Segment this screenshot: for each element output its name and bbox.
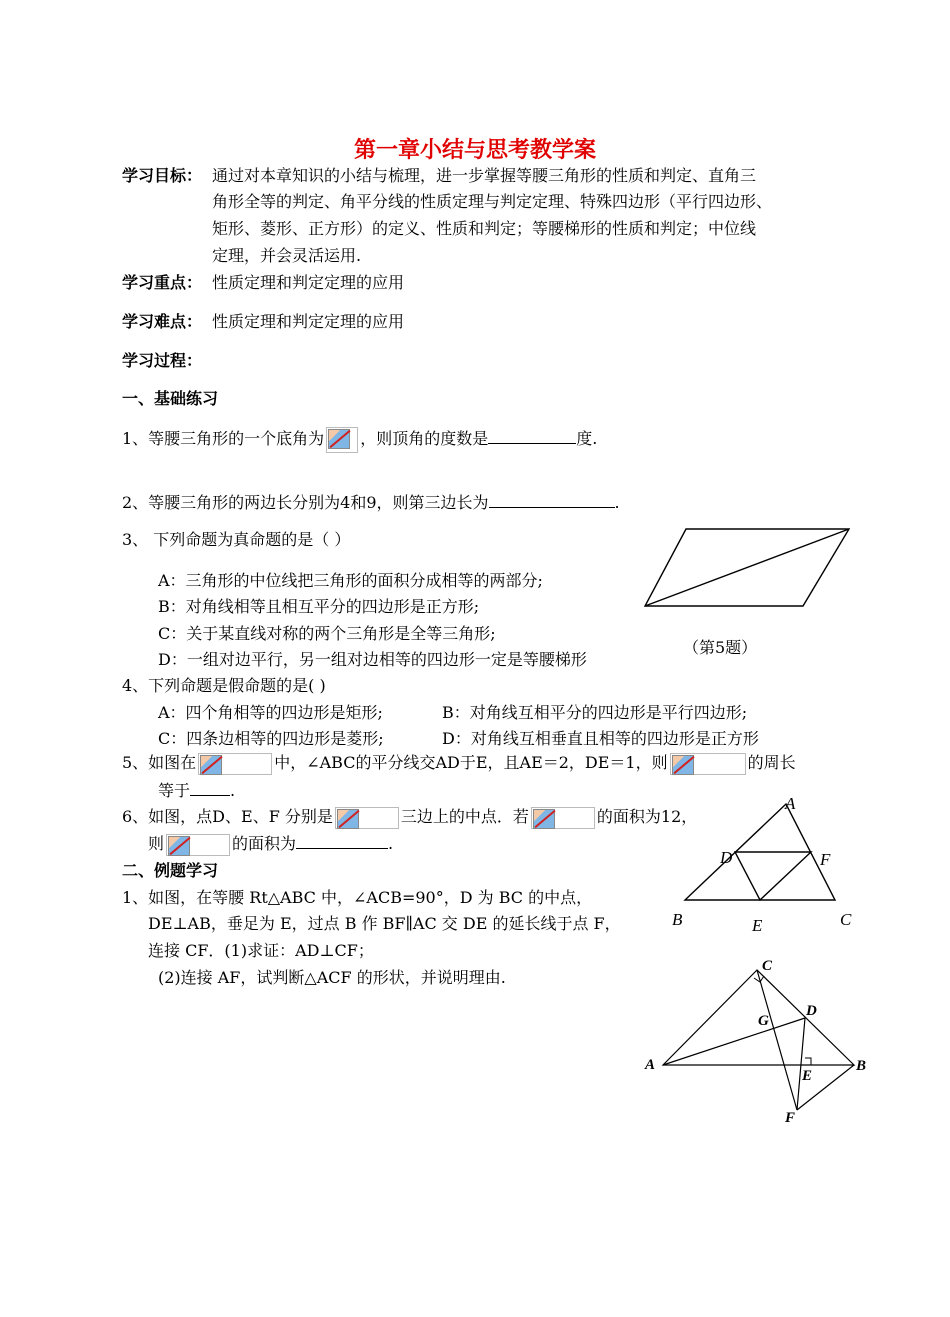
parallelogram-figure xyxy=(640,525,855,610)
broken-image-icon xyxy=(166,834,230,856)
question-6 xyxy=(122,804,697,829)
question-5 xyxy=(122,750,796,775)
question-1 xyxy=(122,426,597,453)
question-3-option-b: B：对角线相等且相互平分的四边形是正方形; xyxy=(158,597,480,616)
broken-image-icon xyxy=(326,427,358,453)
q2-text: 2、等腰三角形的两边长分别为4和9，则第三边长为 xyxy=(122,493,489,512)
objectives-line-4: 定理，并会灵活运用. xyxy=(212,246,362,265)
q5-text-before: 5、如图在 xyxy=(122,753,197,772)
answer-blank xyxy=(190,779,230,796)
section1-heading: 一、基础练习 xyxy=(122,389,219,408)
figure-label-c: C xyxy=(840,910,852,929)
question-4-option-d: D：对角线互相垂直且相等的四边形是正方形 xyxy=(442,729,759,748)
figure-label-g: G xyxy=(758,1013,769,1029)
objectives-label: 学习目标： xyxy=(122,166,203,185)
question-4-option-c: C：四条边相等的四边形是菱形; xyxy=(158,729,384,748)
figure-caption: （第5题） xyxy=(683,638,758,657)
answer-blank xyxy=(296,832,388,849)
question-4-option-b: B：对角线互相平分的四边形是平行四边形; xyxy=(442,703,748,722)
answer-blank xyxy=(489,491,615,508)
q6-line2-before: 则 xyxy=(148,834,165,853)
question-2 xyxy=(122,490,620,513)
question-5-line-2 xyxy=(158,778,235,801)
q1-text-after: ，则顶角的度数是 xyxy=(360,429,489,448)
figure-label-d: D xyxy=(720,848,733,867)
section2-heading: 二、例题学习 xyxy=(122,861,219,880)
question-3-option-d: D：一组对边平行，另一组对边相等的四边形一定是等腰梯形 xyxy=(158,650,587,669)
figure-label-b: B xyxy=(856,1058,867,1074)
broken-image-icon xyxy=(670,753,746,775)
key-point-text: 性质定理和判定定理的应用 xyxy=(212,273,405,292)
right-triangle-figure xyxy=(640,960,870,1130)
question-6-line-2 xyxy=(148,831,393,856)
question-3-option-a: A：三角形的中位线把三角形的面积分成相等的两部分; xyxy=(158,571,543,590)
q6-text-end: . xyxy=(388,834,394,853)
question-3-option-c: C：关于某直线对称的两个三角形是全等三角形; xyxy=(158,624,496,643)
process-label: 学习过程： xyxy=(122,351,203,370)
broken-image-icon xyxy=(335,807,399,829)
figure-label-e: E xyxy=(802,1068,813,1084)
q6-line2-after: 的面积为 xyxy=(232,834,297,853)
question-3-stem: 3、 下列命题为真命题的是（ ） xyxy=(122,530,351,549)
q5-text-mid: 中，∠ABC的平分线交AD于E，且AE＝2，DE＝1，则 xyxy=(274,753,668,772)
question-4-option-a: A：四个角相等的四边形是矩形; xyxy=(158,703,383,722)
difficulty-text: 性质定理和判定定理的应用 xyxy=(212,312,405,331)
example-1-line-4: (2)连接 AF，试判断△ACF 的形状，并说明理由. xyxy=(158,968,506,987)
figure-label-a: A xyxy=(645,1057,656,1073)
figure-label-b: B xyxy=(672,910,683,929)
objectives-line-2: 角形全等的判定、角平分线的性质定理与判定定理、特殊四边形（平行四边形、 xyxy=(212,192,773,211)
page-title: 第一章小结与思考教学案 xyxy=(353,137,596,163)
difficulty-label: 学习难点： xyxy=(122,312,203,331)
figure-label-f: F xyxy=(820,850,831,869)
q6-text-mid: 三边上的中点．若 xyxy=(400,807,529,826)
broken-image-icon xyxy=(198,753,272,775)
q1-text-before: 1、等腰三角形的一个底角为 xyxy=(122,429,325,448)
q2-text-end: . xyxy=(614,493,620,512)
example-1-line-3: 连接 CF．(1)求证：AD⊥CF； xyxy=(148,941,374,960)
figure-label-c: C xyxy=(762,958,773,974)
q5-line2-text: 等于 xyxy=(158,781,191,800)
example-1-line-1: 1、如图，在等腰 Rt△ABC 中，∠ACB=90°，D 为 BC 的中点， xyxy=(122,888,593,907)
answer-blank xyxy=(488,427,576,444)
q5-text-after: 的周长 xyxy=(747,753,796,772)
question-4-stem: 4、下列命题是假命题的是( ) xyxy=(122,676,326,695)
q5-text-end: . xyxy=(230,781,236,800)
objectives-line-1: 通过对本章知识的小结与梳理，进一步掌握等腰三角形的性质和判定、直角三 xyxy=(212,166,757,185)
q6-text-before: 6、如图，点D、E、F 分别是 xyxy=(122,807,333,826)
key-point-label: 学习重点： xyxy=(122,273,203,292)
figure-label-e: E xyxy=(752,916,763,935)
broken-image-icon xyxy=(531,807,595,829)
example-1-line-2: DE⊥AB，垂足为 E，过点 B 作 BF∥AC 交 DE 的延长线于点 F， xyxy=(148,914,621,933)
q6-text-after: 的面积为12， xyxy=(596,807,698,826)
figure-label-a: A xyxy=(785,794,796,813)
figure-label-d: D xyxy=(806,1003,817,1019)
objectives-line-3: 矩形、菱形、正方形）的定义、性质和判定；等腰梯形的性质和判定；中位线 xyxy=(212,219,757,238)
q1-text-end: 度. xyxy=(576,429,598,448)
figure-label-f: F xyxy=(785,1110,796,1126)
